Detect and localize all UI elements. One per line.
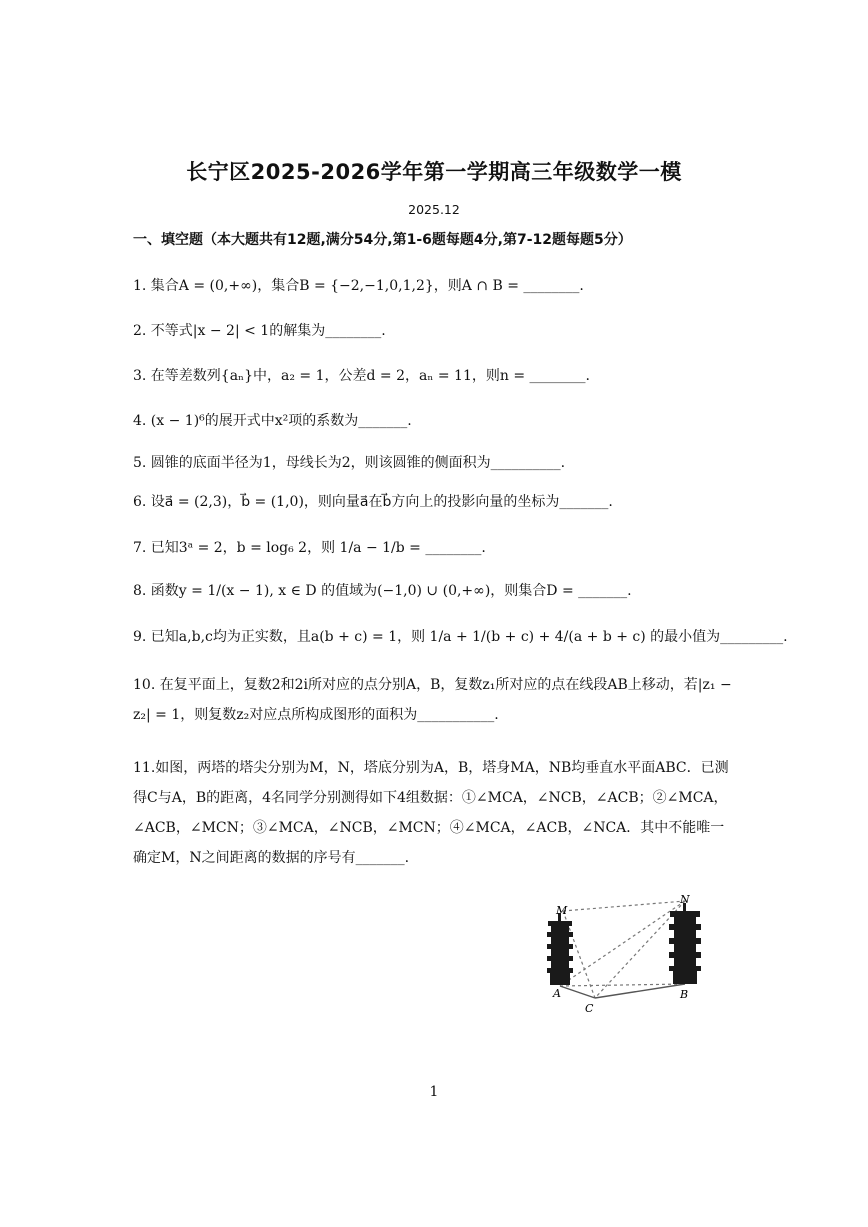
question-10: 10. 在复平面上，复数2和2i所对应的点分别A，B，复数z₁所对应的点在线段AB上移动，若|z₁ − z₂| = 1，则复数z₂对应点所构成图形的面积为___________. [133,677,732,723]
pagoda-diagram [540,893,710,1018]
question-7: 7. 已知3ᵃ = 2，b = log₆ 2，则 1/a − 1/b = ________. [133,540,486,556]
section-heading: 一、填空题（本大题共有12题,满分54分,第1-6题每题4分,第7-12题每题5分） [133,232,632,248]
label-c: C [585,1002,594,1015]
line-ab [560,984,685,986]
label-a: A [553,987,561,1000]
question-2: 2. 不等式|x − 2| < 1的解集为________. [133,323,386,339]
line-cb [595,984,685,998]
line-na [560,901,685,986]
page-number: 1 [429,1084,439,1100]
question-9: 9. 已知a,b,c均为正实数，且a(b + c) = 1，则 1/a + 1/(b + c) + 4/(a + b + c) 的最小值为_________. [133,629,788,645]
line-mn [563,901,685,911]
label-n: N [680,893,690,906]
question-3: 3. 在等差数列{aₙ}中，a₂ = 1，公差d = 2，aₙ = 11，则n = ________. [133,368,590,384]
question-8: 8. 函数y = 1/(x − 1), x ∈ D 的值域为(−1,0) ∪ (0,+∞)，则集合D = _______. [133,583,632,599]
question-6: 6. 设a⃗ = (2,3)，b⃗ = (1,0)，则向量a⃗在b⃗方向上的投影向量的坐标为_______. [133,494,613,510]
line-ac [560,986,595,998]
question-1: 1. 集合A = (0,+∞)，集合B = {−2,−1,0,1,2}，则A ∩ B = ________. [133,278,584,294]
label-b: B [680,988,689,1001]
page-title: 长宁区2025-2026学年第一学期高三年级数学一模 [186,160,682,184]
pagoda-figure [540,893,710,1018]
left-pagoda-icon [547,913,573,985]
label-m: M [556,904,568,917]
question-11: 11.如图，两塔的塔尖分别为M，N，塔底分别为A，B，塔身MA，NB均垂直水平面ABC．已测得C与A，B的距离，4名同学分别测得如下4组数据：①∠MCA，∠NCB，∠ACB；②∠MCA，∠ACB，∠MCN；③∠MCA，∠NCB，∠MCN；④∠MCA，∠ACB，∠NCA．其中不能唯一确定M，N之间距离的数据的序号有_______. [133,760,729,866]
right-pagoda-icon [669,903,701,984]
question-5: 5. 圆锥的底面半径为1，母线长为2，则该圆锥的侧面积为__________. [133,455,566,471]
exam-date: 2025.12 [408,202,460,217]
question-4: 4. (x − 1)⁶的展开式中x²项的系数为_______. [133,413,412,429]
